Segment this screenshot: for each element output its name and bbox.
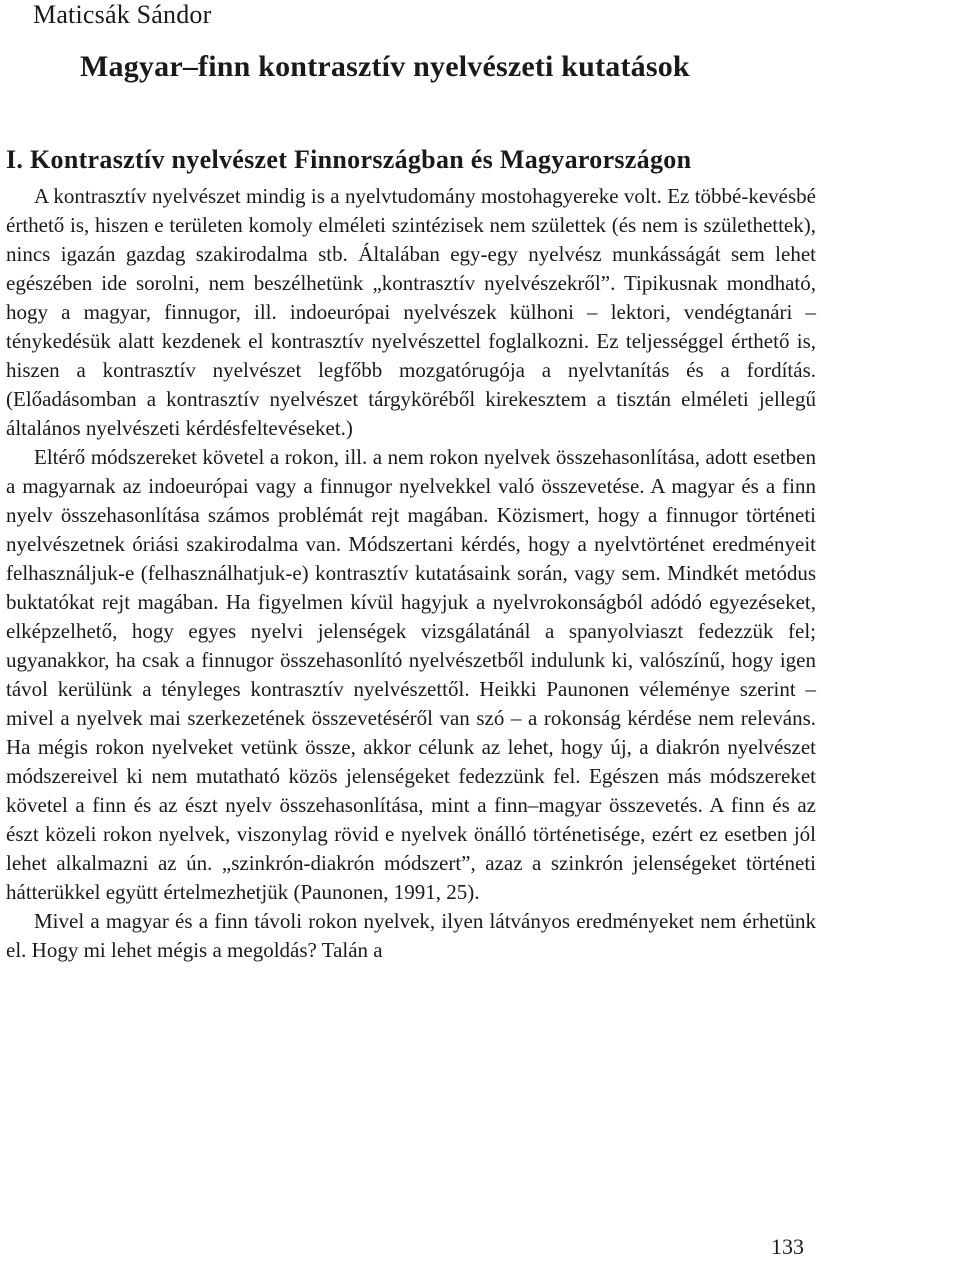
section-heading: I. Kontrasztív nyelvészet Finnországban és Magyarországon [6,145,692,174]
article-title: Magyar–finn kontrasztív nyelvészeti kutatások [80,50,690,83]
page-number: 133 [771,1234,804,1259]
author-name: Maticsák Sándor [33,0,212,29]
paragraph-1: A kontrasztív nyelvészet mindig is a nyelvtudomány mostohagyereke volt. Ez többé-kevésbé érthető is, hiszen e területen komoly elméleti szintézisek nem születtek (és nem is születhettek), nincs igazán gazdag szakirodalma stb. Általában egy-egy nyelvész munkásságát sem lehet egészében ide sorolni, nem beszélhetünk „kontrasztív nyelvészekről”. Tipikusnak mondható, hogy a magyar, finnugor, ill. indoeurópai nyelvészek külhoni – lektori, vendégtanári – ténykedésük alatt kezdenek el kontrasztív nyelvészettel foglalkozni. Ez teljességgel érthető is, hiszen a kontrasztív nyelvészet legfőbb mozgatórugója a nyelvtanítás és a fordítás. (Előadásomban a kontrasztív nyelvészet tárgyköréből kirekesztem a tisztán elméleti jellegű általános nyelvészeti kérdésfeltevéseket.) [6,184,816,440]
article-body [6,182,816,965]
paragraph-2: Eltérő módszereket követel a rokon, ill. a nem rokon nyelvek összehasonlítása, adott esetben a magyarnak az indoeurópai vagy a finnugor nyelvekkel való összevetése. A magyar és a finn nyelv összehasonlítása számos problémát rejt magában. Közismert, hogy a finnugor történeti nyelvészetnek óriási szakirodalma van. Módszertani kérdés, hogy a nyelvtörténet eredményeit felhasználjuk-e (felhasználhatjuk-e) kontrasztív kutatásaink során, vagy sem. Mindkét metódus buktatókat rejt magában. Ha figyelmen kívül hagyjuk a nyelvrokonságból adódó egyezéseket, elképzelhető, hogy egyes nyelvi jelenségek vizsgálatánál a spanyolviaszt fedezzük fel; ugyanakkor, ha csak a finnugor összehasonlító nyelvészetből indulunk ki, valószínű, hogy igen távol kerülünk a tényleges kontrasztív nyelvészettől. Heikki Paunonen véleménye szerint – mivel a nyelvek mai szerkezetének összevetéséről van szó – a rokonság kérdése nem releváns. Ha mégis rokon nyelveket vetünk össze, akkor célunk az lehet, hogy új, a diakrón nyelvészet módszereivel ki nem mutatható közös jelenségeket fedezzünk fel. Egészen más módszereket követel a finn és az észt nyelv összehasonlítása, mint a finn–magyar összevetés. A finn és az észt közeli rokon nyelvek, viszonylag rövid e nyelvek önálló történetisége, ezért ez esetben jól lehet alkalmazni az ún. „szinkrón-diakrón módszert”, azaz a szinkrón jelenségeket történeti hátterükkel együtt értelmezhetjük (Paunonen, 1991, 25). [6,445,816,904]
paragraph-3: Mivel a magyar és a finn távoli rokon nyelvek, ilyen látványos eredményeket nem érhetünk el. Hogy mi lehet mégis a megoldás? Talán a [6,909,816,962]
